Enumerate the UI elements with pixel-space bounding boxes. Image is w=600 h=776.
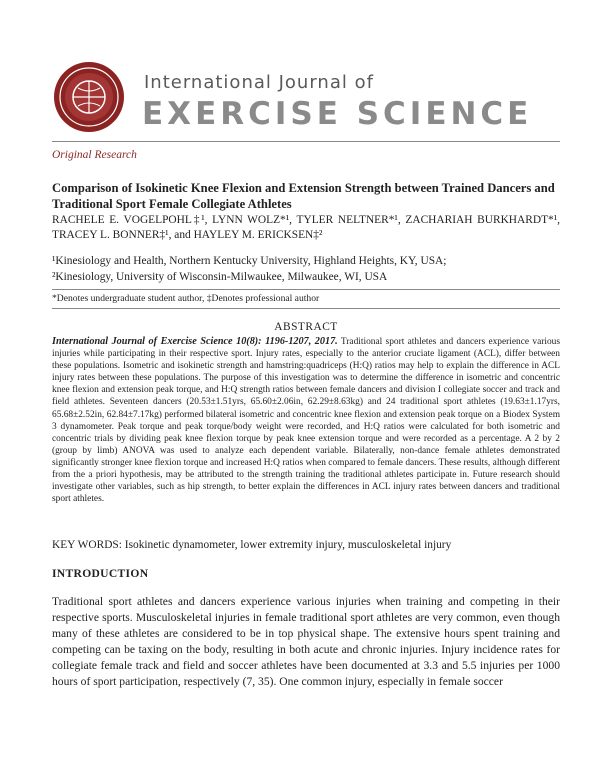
affiliation-2: ²Kinesiology, University of Wisconsin-Milwaukee, Milwaukee, WI, USA xyxy=(52,271,388,283)
journal-name-line1: International Journal of xyxy=(144,72,374,93)
author-list: RACHELE E. VOGELPOHL‡¹, LYNN WOLZ*¹, TYLER NELTNER*¹, ZACHARIAH BURKHARDT*¹, TRACEY L. BONNER‡¹, and HAYLEY M. ERICKSEN‡² xyxy=(52,214,560,241)
introduction-text: Traditional sport athletes and dancers experience various injuries when training and competing in their respective sports. Musculoskeletal injuries in female traditional sport athletes are very common, even though many of these athletes are considered to be in top physical shape. The extensive hours spent training and competing can be taxing on the body, resulting in both acute and chronic injuries. Injury incidence rates for collegiate female track and field and soccer athletes have been documented at 3.3 and 5.5 injuries per 1000 hours of sport participation, respectively (7, 35). One common injury, especially in female soccer xyxy=(52,595,560,688)
abstract-heading: ABSTRACT xyxy=(274,321,338,333)
abstract-text: Traditional sport athletes and dancers experience various injuries while participating in their respective sport. Injury rates, especially to the anterior cruciate ligament (ACL), differ between these populations. Isometric and isokinetic strength and hamstring:quadriceps (H:Q) ratios may help to explain the difference in ACL injury rates between these populations. The purpose of this investigation was to determine the difference in isometric and concentric knee flexion and extension peak torque, and H:Q strength ratios between female dancers and division I collegiate soccer and track and field athletes. Seventeen dancers (20.53±1.51yrs, 65.60±2.06in, 62.29±8.63kg) and 24 traditional sport athletes (19.63±1.17yrs, 65.68±2.52in, 62.84±7.17kg) performed bilateral isometric and concentric knee flexion and extension peak torque on a Biodex System 3 dynamometer. Peak torque and peak torque/body weight were recorded, and H:Q ratios were calculated for both isometric and concentric trials by dividing peak knee flexion torque by peak knee extension torque and were recorded as a percentage. A 2 by 2 (group by limb) ANOVA was used to analyze each dependent variable. Bilaterally, non-dance female athletes demonstrated significantly stronger knee flexion torque and increased H:Q ratios when compared to female dancers. These results, although different from the a priori hypothesis, may be attributed to the strength training the traditional athletes participate in. Future research should investigate other variables, such as hip strength, to better explain the differences in ACL injury rates between dancers and traditional sport athletes. xyxy=(52,337,560,505)
author-note: *Denotes undergraduate student author, ‡Denotes professional author xyxy=(52,293,320,304)
journal-name-line2: EXERCISE SCIENCE xyxy=(142,96,533,132)
journal-masthead xyxy=(52,60,572,140)
introduction-heading: INTRODUCTION xyxy=(52,567,149,580)
keywords: KEY WORDS: Isokinetic dynamometer, lower extremity injury, musculoskeletal injury xyxy=(52,539,452,551)
abstract-body xyxy=(52,336,560,505)
masthead-divider xyxy=(52,141,560,142)
abstract-citation: International Journal of Exercise Science 10(8): 1196-1207, 2017. xyxy=(52,336,338,347)
affiliation-divider xyxy=(52,289,560,290)
affiliation-1: ¹Kinesiology and Health, Northern Kentucky University, Highland Heights, KY, USA; xyxy=(52,255,447,267)
article-type-label: Original Research xyxy=(52,149,137,161)
journal-logo-icon xyxy=(52,60,126,134)
article-title: Comparison of Isokinetic Knee Flexion and Extension Strength between Trained Dancers and Traditional Sport Female Collegiate Athletes xyxy=(52,181,555,211)
note-divider xyxy=(52,308,560,309)
